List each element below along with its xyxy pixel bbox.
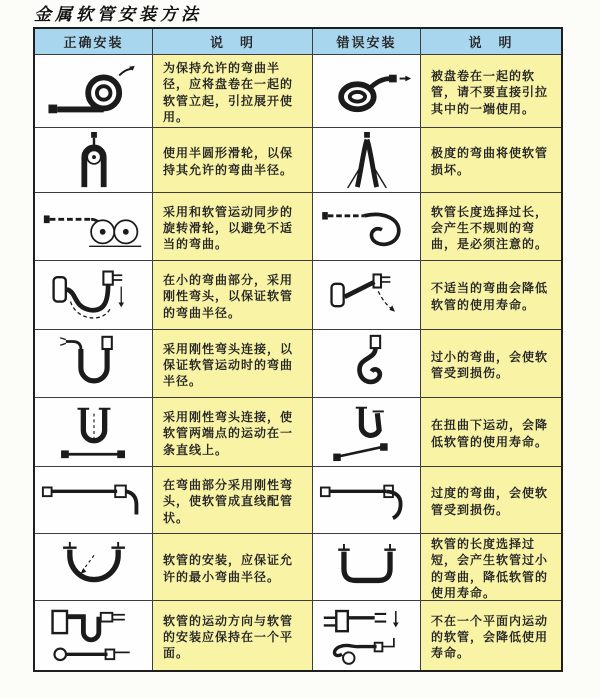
hose-too-small-bend-icon [329, 334, 405, 394]
correct-description-row1: 为保持允许的弯曲半径，应将盘卷在一起的软管立起，引拉展开使用。 [153, 55, 313, 128]
wrong-description-row5: 过小的弯曲，会使软管受到损伤。 [421, 330, 561, 398]
wrong-image-row5 [313, 330, 421, 398]
wrong-description-row1: 被盘卷在一起的软管，请不要直接引拉其中的一端使用。 [421, 55, 561, 128]
correct-image-row5 [35, 330, 153, 398]
hose-rigid-elbow-small-bend-icon [41, 264, 147, 326]
wrong-description-row9: 不在一个平面内运动的软管，会降低使用寿命。 [421, 601, 561, 670]
correct-image-row2 [35, 128, 153, 193]
correct-image-row7 [35, 467, 153, 534]
wrong-description-row3: 软管长度选择过长，会产生不规则的弯曲，是必须注意的。 [421, 193, 561, 261]
correct-description-row6: 采用刚性弯头连接，使软管两端点的运动在一条直线上。 [153, 398, 313, 467]
hose-rigid-elbow-connection-icon [49, 334, 139, 394]
correct-description-row8: 软管的安装，应保证允许的最小弯曲半径。 [153, 534, 313, 601]
wrong-description-row2: 极度的弯曲将使软管损坏。 [421, 128, 561, 193]
page-title: 金属软管安装方法 [34, 5, 202, 25]
installation-table [33, 27, 563, 672]
wrong-description-row7: 过度的弯曲，会使软管受到损伤。 [421, 467, 561, 534]
hose-coil-pull-end-icon [321, 62, 413, 120]
correct-image-row3 [35, 193, 153, 261]
header-wrong-installation: 错误安装 [313, 29, 421, 55]
hose-motion-out-of-plane-icon [319, 604, 415, 668]
correct-image-row8 [35, 534, 153, 601]
hose-minimum-bend-radius-icon [43, 538, 145, 596]
hose-coil-upright-icon [42, 60, 146, 122]
hose-too-long-irregular-bend-icon [320, 199, 414, 255]
hose-twisted-motion-icon [323, 402, 411, 462]
correct-description-row3: 采用和软管运动同步的旋转滑轮，以避免不适当的弯曲。 [153, 193, 313, 261]
wrong-description-row8: 软管的长度选择过短，会产生软管过小的弯曲，降低软管的使用寿命。 [421, 534, 561, 601]
wrong-image-row9 [313, 601, 421, 670]
hose-improper-bend-icon [321, 267, 413, 323]
header-correct-installation: 正确安装 [35, 29, 153, 55]
wrong-description-row6: 在扭曲下运动，会降低软管的使用寿命。 [421, 398, 561, 467]
hose-straight-rigid-elbow-icon [40, 473, 148, 527]
correct-description-row2: 使用半圆形滑轮，以保持其允许的弯曲半径。 [153, 128, 313, 193]
correct-description-row4: 在小的弯曲部分，采用刚性弯头，以保证软管的弯曲半径。 [153, 261, 313, 330]
correct-image-row9 [35, 601, 153, 670]
wrong-image-row6 [313, 398, 421, 467]
wrong-image-row3 [313, 193, 421, 261]
correct-image-row1 [35, 55, 153, 128]
hose-semicircular-pulley-icon [60, 131, 128, 189]
correct-description-row5: 采用刚性弯头连接，以保证软管运动时的弯曲半径。 [153, 330, 313, 398]
wrong-image-row7 [313, 467, 421, 534]
correct-description-row9: 软管的运动方向与软管的安装应保持在一个平面。 [153, 601, 313, 670]
correct-image-row4 [35, 261, 153, 330]
wrong-description-row4: 不适当的弯曲会降低软管的使用寿命。 [421, 261, 561, 330]
correct-description-row7: 在弯曲部分采用刚性弯头，使软管成直线配管状。 [153, 467, 313, 534]
header-description-correct: 说 明 [153, 29, 313, 55]
header-description-wrong: 说 明 [421, 29, 561, 55]
hose-extreme-bend-icon [332, 131, 402, 189]
hose-motion-in-plane-icon [40, 604, 148, 668]
hose-excessive-bend-icon [319, 473, 415, 527]
correct-image-row6 [35, 398, 153, 467]
hose-synchronized-rollers-icon [42, 200, 146, 254]
wrong-image-row1 [313, 55, 421, 128]
hose-too-short-icon [319, 540, 415, 594]
wrong-image-row8 [313, 534, 421, 601]
hose-ends-inline-motion-icon [46, 401, 142, 463]
wrong-image-row2 [313, 128, 421, 193]
wrong-image-row4 [313, 261, 421, 330]
